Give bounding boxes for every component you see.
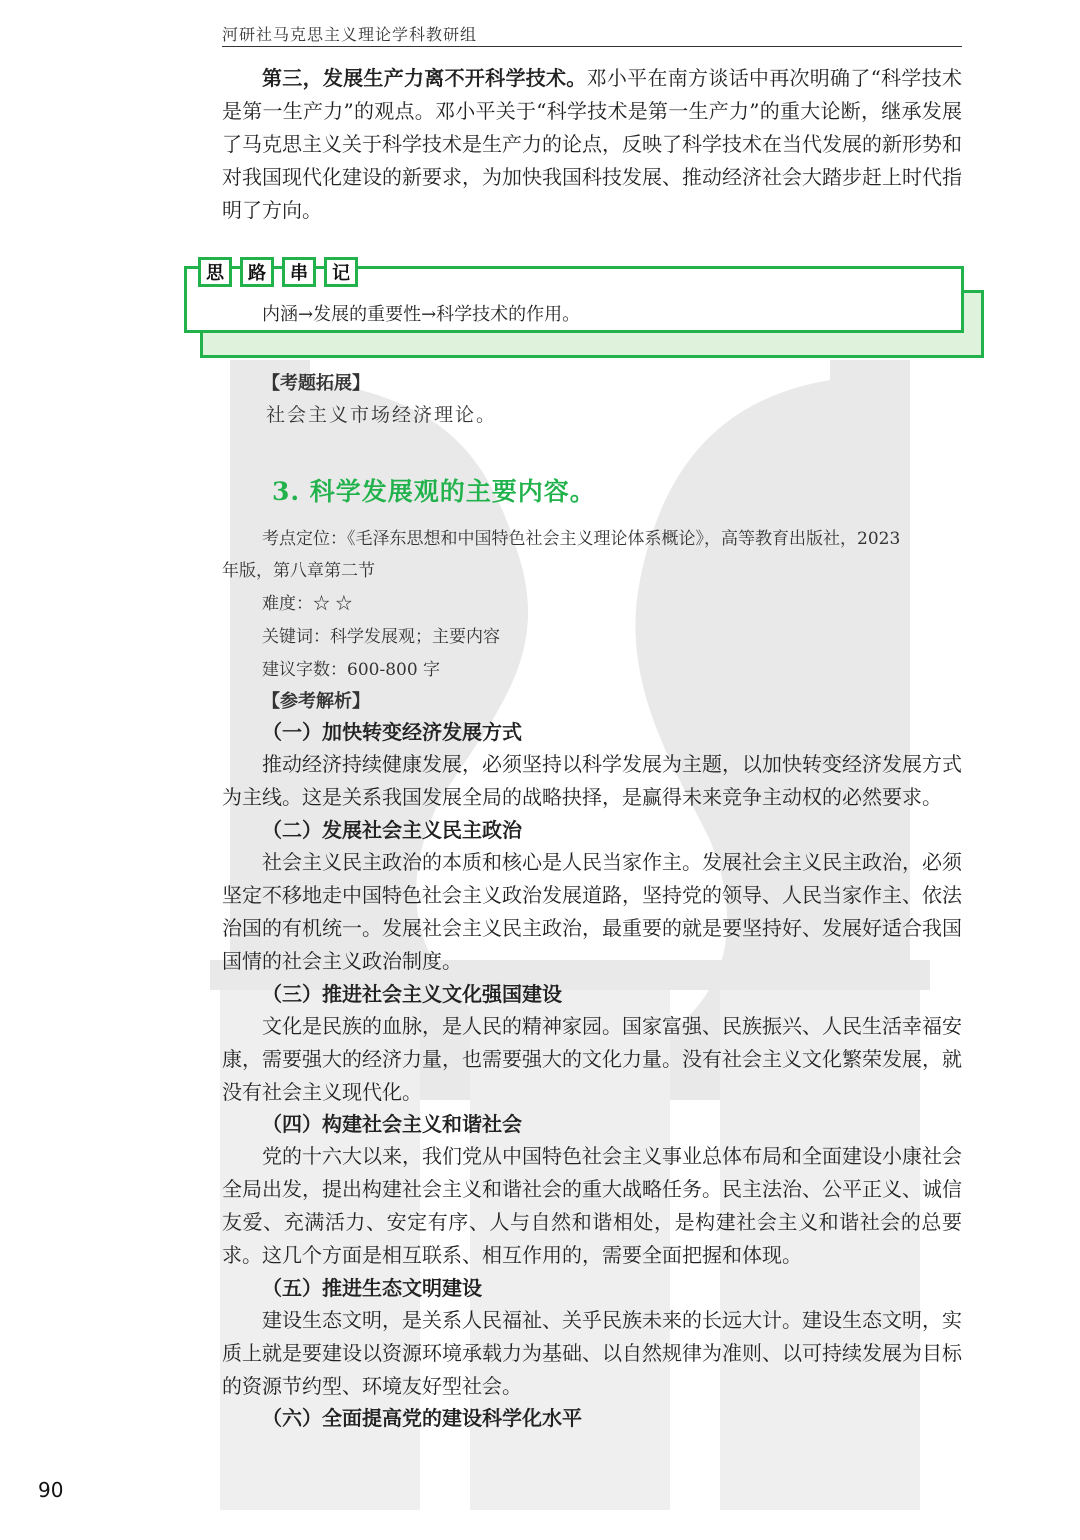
thinking-box-tabs [198, 257, 358, 287]
tab-char: 记 [324, 257, 358, 287]
difficulty: 难度：☆ ☆ [262, 594, 353, 614]
section-text: 推动经济持续健康发展，必须坚持以科学发展为主题，以加快转变经济发展方式为主线。这是关系我国发展全局的战略抉择，是赢得未来竞争主动权的必然要求。 [222, 752, 962, 809]
tab-char: 路 [240, 257, 274, 287]
section-heading: （四）构建社会主义和谐社会 [262, 1112, 522, 1136]
section-heading: （二）发展社会主义民主政治 [262, 818, 522, 842]
thinking-box-text: 内涵→发展的重要性→科学技术的作用。 [262, 304, 581, 325]
section-text: 社会主义民主政治的本质和核心是人民当家作主。发展社会主义民主政治，必须坚定不移地走中国特色社会主义政治发展道路，坚持党的领导、人民当家作主、依法治国的有机统一。发展社会主义民主政治，最重要的就是要坚持好、发展好适合我国国情的社会主义政治制度。 [222, 850, 962, 973]
intro-paragraph [222, 62, 962, 227]
question-title: 3. 科学发展观的主要内容。 [272, 477, 596, 506]
section-text: 建设生态文明，是关系人民福祉、关乎民族未来的长远大计。建设生态文明，实质上就是要建设以资源环境承载力为基础、以自然规律为准则、以可持续发展为目标的资源节约型、环境友好型社会。 [222, 1308, 962, 1398]
running-header: 河研社马克思主义理论学科教研组 [222, 22, 962, 47]
section-heading: （五）推进生态文明建设 [262, 1276, 482, 1300]
keywords: 关键词：科学发展观；主要内容 [262, 627, 500, 647]
analysis-label: 【参考解析】 [262, 691, 370, 712]
tab-char: 串 [282, 257, 316, 287]
section-heading: （三）推进社会主义文化强国建设 [262, 982, 562, 1006]
extension-label: 【考题拓展】 [262, 373, 370, 394]
source-line-1: 考点定位：《毛泽东思想和中国特色社会主义理论体系概论》，高等教育出版社，2023 [262, 529, 901, 549]
section-heading: （一）加快转变经济发展方式 [262, 720, 522, 744]
intro-text: 邓小平在南方谈话中再次明确了“科学技术是第一生产力”的观点。邓小平关于“科学技术是第一生产力”的重大论断，继承发展了马克思主义关于科学技术是生产力的论点，反映了科学技术在当代发展的新形势和对我国现代化建设的新要求，为加快我国科技发展、推动经济社会大踏步赶上时代指明了方向。 [222, 66, 963, 222]
extension-text: 社会主义市场经济理论。 [266, 404, 498, 426]
tab-char: 思 [198, 257, 232, 287]
intro-lead: 第三，发展生产力离不开科学技术。 [262, 66, 587, 90]
word-count: 建议字数：600-800 字 [262, 660, 441, 680]
page-number: 90 [38, 1478, 64, 1502]
section-text: 文化是民族的血脉，是人民的精神家园。国家富强、民族振兴、人民生活幸福安康，需要强大的经济力量，也需要强大的文化力量。没有社会主义文化繁荣发展，就没有社会主义现代化。 [222, 1014, 962, 1104]
section-heading: （六）全面提高党的建设科学化水平 [262, 1406, 582, 1430]
source-line-2: 年版，第八章第二节 [222, 561, 375, 581]
section-text: 党的十六大以来，我们党从中国特色社会主义事业总体布局和全面建设小康社会全局出发，提出构建社会主义和谐社会的重大战略任务。民主法治、公平正义、诚信友爱、充满活力、安定有序、人与自然和谐相处，是构建社会主义和谐社会的总要求。这几个方面是相互联系、相互作用的，需要全面把握和体现。 [222, 1144, 962, 1267]
